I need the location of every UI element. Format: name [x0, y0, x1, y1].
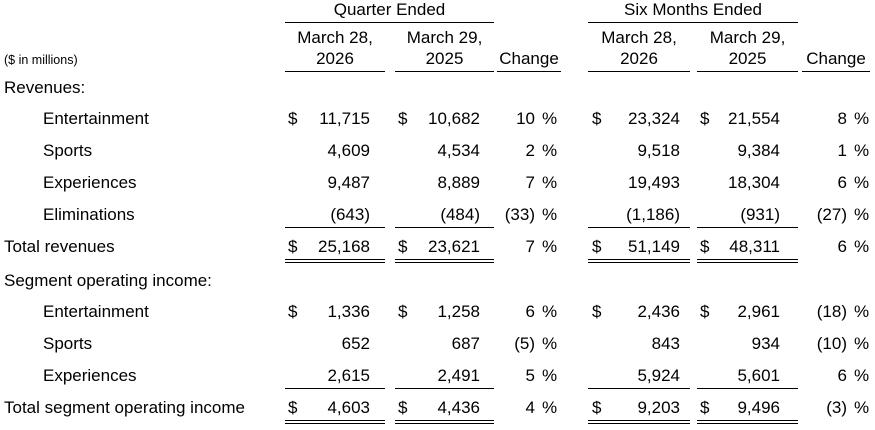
percent-sign: %: [542, 237, 558, 256]
rev-experiences-label: Experiences: [43, 173, 137, 192]
value-cell: 19,493: [628, 173, 680, 192]
change-value: (10): [816, 334, 847, 353]
change-value: 5: [525, 366, 535, 385]
total-double-underline: [285, 259, 385, 263]
value-cell: 51,149: [628, 237, 680, 256]
value-cell: 652: [341, 334, 370, 353]
change-value: 4: [525, 398, 535, 417]
percent-sign: %: [854, 302, 870, 321]
s-change-header: Change: [806, 49, 866, 68]
value-cell: 4,534: [437, 141, 480, 160]
change-value: 1: [837, 141, 847, 160]
value-cell: 5,601: [737, 366, 780, 385]
value-cell: 18,304: [728, 173, 780, 192]
value-cell: (1,186): [626, 205, 680, 224]
percent-sign: %: [854, 173, 870, 192]
subtotal-underline: [697, 227, 798, 228]
currency-symbol: $: [288, 237, 298, 256]
percent-sign: %: [854, 141, 870, 160]
percent-sign: %: [542, 334, 558, 353]
value-cell: (643): [330, 205, 370, 224]
s-change-underline: [802, 71, 870, 72]
value-cell: (931): [740, 205, 780, 224]
value-cell: 25,168: [318, 237, 370, 256]
percent-sign: %: [542, 366, 558, 385]
percent-sign: %: [854, 366, 870, 385]
value-cell: 1,258: [437, 302, 480, 321]
col-q1-underline: [285, 71, 385, 72]
col_s2-year: 2025: [728, 49, 767, 68]
change-value: 6: [525, 302, 535, 321]
value-cell: 4,603: [327, 398, 370, 417]
percent-sign: %: [542, 141, 558, 160]
value-cell: 21,554: [728, 109, 780, 128]
percent-sign: %: [854, 205, 870, 224]
change-value: (27): [816, 205, 847, 224]
six-months-ended-underline: [588, 22, 798, 23]
percent-sign: %: [854, 237, 870, 256]
col_s1-date: March 28,: [601, 28, 677, 47]
change-value: 6: [837, 173, 847, 192]
value-cell: 1,336: [327, 302, 370, 321]
value-cell: 2,615: [327, 366, 370, 385]
total-double-underline: [395, 259, 494, 263]
change-value: 10: [516, 109, 535, 128]
currency-symbol: $: [288, 398, 298, 417]
percent-sign: %: [542, 302, 558, 321]
rev-eliminations-label: Eliminations: [43, 205, 135, 224]
currency-symbol: $: [398, 302, 408, 321]
q-change-underline: [497, 71, 561, 72]
change-value: 6: [837, 237, 847, 256]
subtotal-underline: [285, 388, 385, 389]
seg-entertainment-label: Entertainment: [43, 302, 149, 321]
total-double-underline: [697, 420, 798, 424]
rev-entertainment-label: Entertainment: [43, 109, 149, 128]
change-value: (3): [826, 398, 847, 417]
change-value: 6: [837, 366, 847, 385]
seg-experiences-label: Experiences: [43, 366, 137, 385]
total-segment-label: Total segment operating income: [4, 398, 245, 417]
seg-sports-label: Sports: [43, 334, 93, 353]
col_q2-year: 2025: [425, 49, 464, 68]
value-cell: 2,961: [737, 302, 780, 321]
currency-symbol: $: [700, 237, 710, 256]
value-cell: 10,682: [428, 109, 480, 128]
revenues-section-label: Revenues:: [4, 78, 86, 97]
value-cell: (484): [440, 205, 480, 224]
six-months-ended-header: Six Months Ended: [624, 0, 762, 19]
quarter-ended-header: Quarter Ended: [333, 0, 446, 19]
total-double-underline: [588, 420, 690, 424]
value-cell: 4,609: [327, 141, 370, 160]
total-revenues-label: Total revenues: [4, 237, 115, 256]
total-double-underline: [395, 420, 494, 424]
currency-symbol: $: [700, 302, 710, 321]
percent-sign: %: [542, 398, 558, 417]
value-cell: 9,487: [327, 173, 370, 192]
change-value: 8: [837, 109, 847, 128]
percent-sign: %: [542, 205, 558, 224]
rev-sports-label: Sports: [43, 141, 93, 160]
value-cell: 9,518: [637, 141, 680, 160]
subtotal-underline: [285, 227, 385, 228]
col_s1-year: 2026: [620, 49, 658, 68]
value-cell: 843: [651, 334, 680, 353]
change-value: (33): [504, 205, 535, 224]
col_q1-date: March 28,: [297, 28, 373, 47]
value-cell: 2,491: [437, 366, 480, 385]
currency-symbol: $: [700, 398, 710, 417]
change-value: (18): [816, 302, 847, 321]
value-cell: 23,621: [428, 237, 480, 256]
value-cell: 934: [751, 334, 780, 353]
segment-section-label: Segment operating income:: [4, 271, 212, 290]
q-change-header: Change: [499, 49, 559, 68]
currency-symbol: $: [700, 109, 710, 128]
percent-sign: %: [542, 109, 558, 128]
value-cell: 5,924: [637, 366, 680, 385]
col-s2-underline: [697, 71, 798, 72]
currency-symbol: $: [592, 109, 602, 128]
percent-sign: %: [854, 334, 870, 353]
col_s2-date: March 29,: [709, 28, 786, 47]
value-cell: 687: [451, 334, 480, 353]
currency-symbol: $: [288, 109, 298, 128]
percent-sign: %: [542, 173, 558, 192]
subtotal-underline: [588, 388, 690, 389]
col_q1-year: 2026: [316, 49, 354, 68]
units-label: ($ in millions): [4, 53, 78, 67]
col_q2-date: March 29,: [406, 28, 483, 47]
value-cell: 9,496: [737, 398, 780, 417]
currency-symbol: $: [288, 302, 298, 321]
subtotal-underline: [395, 227, 494, 228]
col-q2-underline: [395, 71, 494, 72]
col-s1-underline: [588, 71, 690, 72]
currency-symbol: $: [398, 109, 408, 128]
value-cell: 23,324: [628, 109, 680, 128]
value-cell: 9,203: [637, 398, 680, 417]
currency-symbol: $: [592, 302, 602, 321]
value-cell: 8,889: [437, 173, 480, 192]
currency-symbol: $: [398, 237, 408, 256]
value-cell: 48,311: [729, 237, 780, 256]
change-value: (5): [514, 334, 535, 353]
subtotal-underline: [588, 227, 690, 228]
change-value: 7: [525, 237, 535, 256]
change-value: 2: [525, 141, 535, 160]
subtotal-underline: [697, 388, 798, 389]
currency-symbol: $: [592, 398, 602, 417]
percent-sign: %: [854, 109, 870, 128]
value-cell: 2,436: [637, 302, 680, 321]
value-cell: 11,715: [319, 109, 370, 128]
change-value: 7: [525, 173, 535, 192]
subtotal-underline: [395, 388, 494, 389]
value-cell: 9,384: [737, 141, 780, 160]
total-double-underline: [697, 259, 798, 263]
total-double-underline: [588, 259, 690, 263]
total-double-underline: [285, 420, 385, 424]
percent-sign: %: [854, 398, 870, 417]
value-cell: 4,436: [437, 398, 480, 417]
quarter-ended-underline: [285, 22, 494, 23]
currency-symbol: $: [398, 398, 408, 417]
currency-symbol: $: [592, 237, 602, 256]
